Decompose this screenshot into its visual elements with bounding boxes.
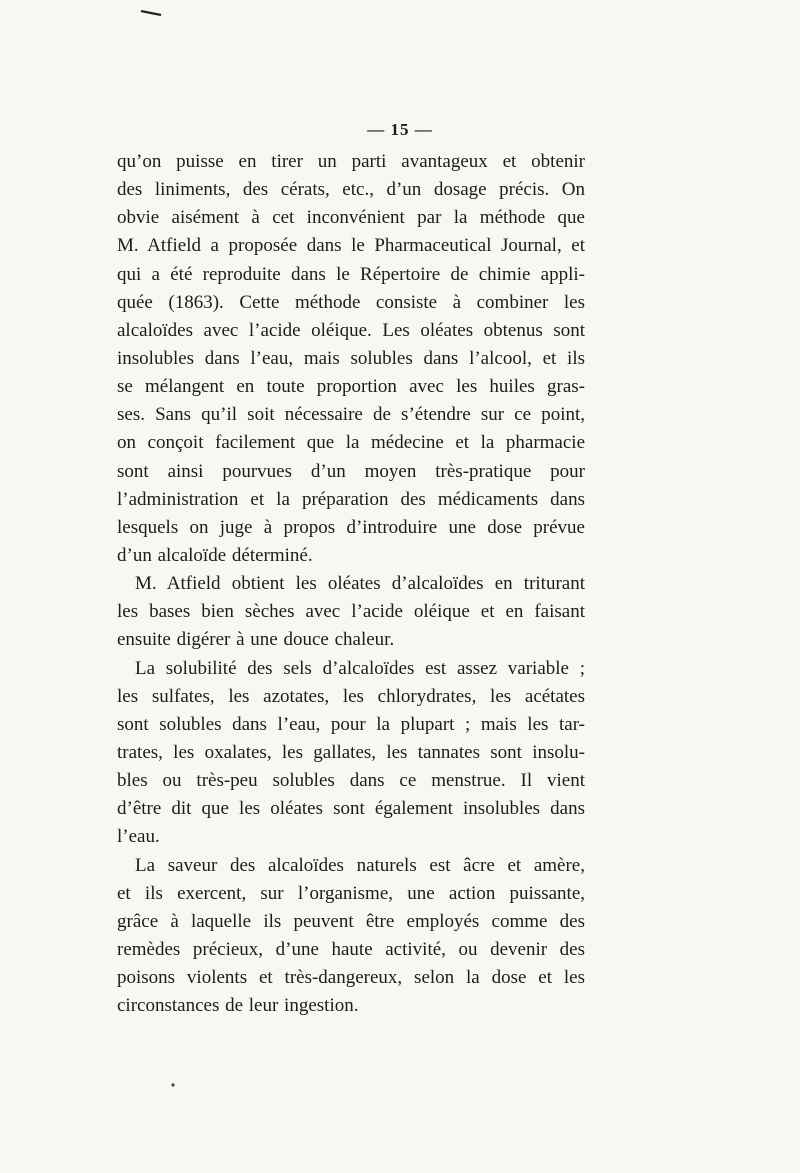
text-line: qui a été reproduite dans le Répertoire de chimie appli- xyxy=(117,263,585,285)
text-line: lesquels on juge à propos d’introduire une dose prévue xyxy=(117,516,585,538)
text-line: on conçoit facilement que la médecine et la pharmacie xyxy=(117,432,585,454)
text-line: ensuite digérer à une douce chaleur. xyxy=(117,629,395,651)
text-line: alcaloïdes avec l’acide oléique. Les oléates obtenus sont xyxy=(117,319,585,341)
text-line: La solubilité des sels d’alcaloïdes est assez variable ; xyxy=(135,657,585,679)
text-line: La saveur des alcaloïdes naturels est âcre et amère, xyxy=(135,854,585,876)
text-line: les bases bien sèches avec l’acide oléique et en faisant xyxy=(117,601,585,623)
text-line: M. Atfield obtient les oléates d’alcaloïdes en triturant xyxy=(135,573,585,595)
body-text xyxy=(117,148,585,1020)
ink-speck-dot xyxy=(170,1082,176,1088)
text-line: grâce à laquelle ils peuvent être employés comme des xyxy=(117,910,585,932)
text-line: poisons violents et très-dangereux, selon la dose et les xyxy=(117,967,585,989)
text-line: l’eau. xyxy=(117,826,160,848)
text-line: et ils exercent, sur l’organisme, une action puissante, xyxy=(117,882,585,904)
text-line: d’un alcaloïde déterminé. xyxy=(117,544,313,566)
text-line: quée (1863). Cette méthode consiste à combiner les xyxy=(117,291,585,313)
text-line: des liniments, des cérats, etc., d’un dosage précis. On xyxy=(117,179,585,201)
text-line: M. Atfield a proposée dans le Pharmaceutical Journal, et xyxy=(117,235,585,257)
page-number: — 15 — xyxy=(367,120,433,139)
text-line: l’administration et la préparation des médicaments dans xyxy=(117,488,585,510)
text-line: d’être dit que les oléates sont également insolubles dans xyxy=(117,798,585,820)
text-line: obvie aisément à cet inconvénient par la méthode que xyxy=(117,207,585,229)
text-line: ses. Sans qu’il soit nécessaire de s’étendre sur ce point, xyxy=(117,404,585,426)
ink-speck-mark xyxy=(140,10,162,16)
text-line: insolubles dans l’eau, mais solubles dans l’alcool, et ils xyxy=(117,347,585,369)
text-line: trates, les oxalates, les gallates, les tannates sont insolu- xyxy=(117,741,585,763)
text-line: sont solubles dans l’eau, pour la plupart ; mais les tar- xyxy=(117,713,585,735)
text-line: se mélangent en toute proportion avec les huiles gras- xyxy=(117,376,585,398)
text-line: bles ou très-peu solubles dans ce menstrue. Il vient xyxy=(117,770,585,792)
text-line: sont ainsi pourvues d’un moyen très-pratique pour xyxy=(117,460,585,482)
text-line: les sulfates, les azotates, les chlorydrates, les acétates xyxy=(117,685,585,707)
text-line: circonstances de leur ingestion. xyxy=(117,995,359,1017)
text-line: qu’on puisse en tirer un parti avantageux et obtenir xyxy=(117,151,585,172)
text-line: remèdes précieux, d’une haute activité, ou devenir des xyxy=(117,938,585,960)
